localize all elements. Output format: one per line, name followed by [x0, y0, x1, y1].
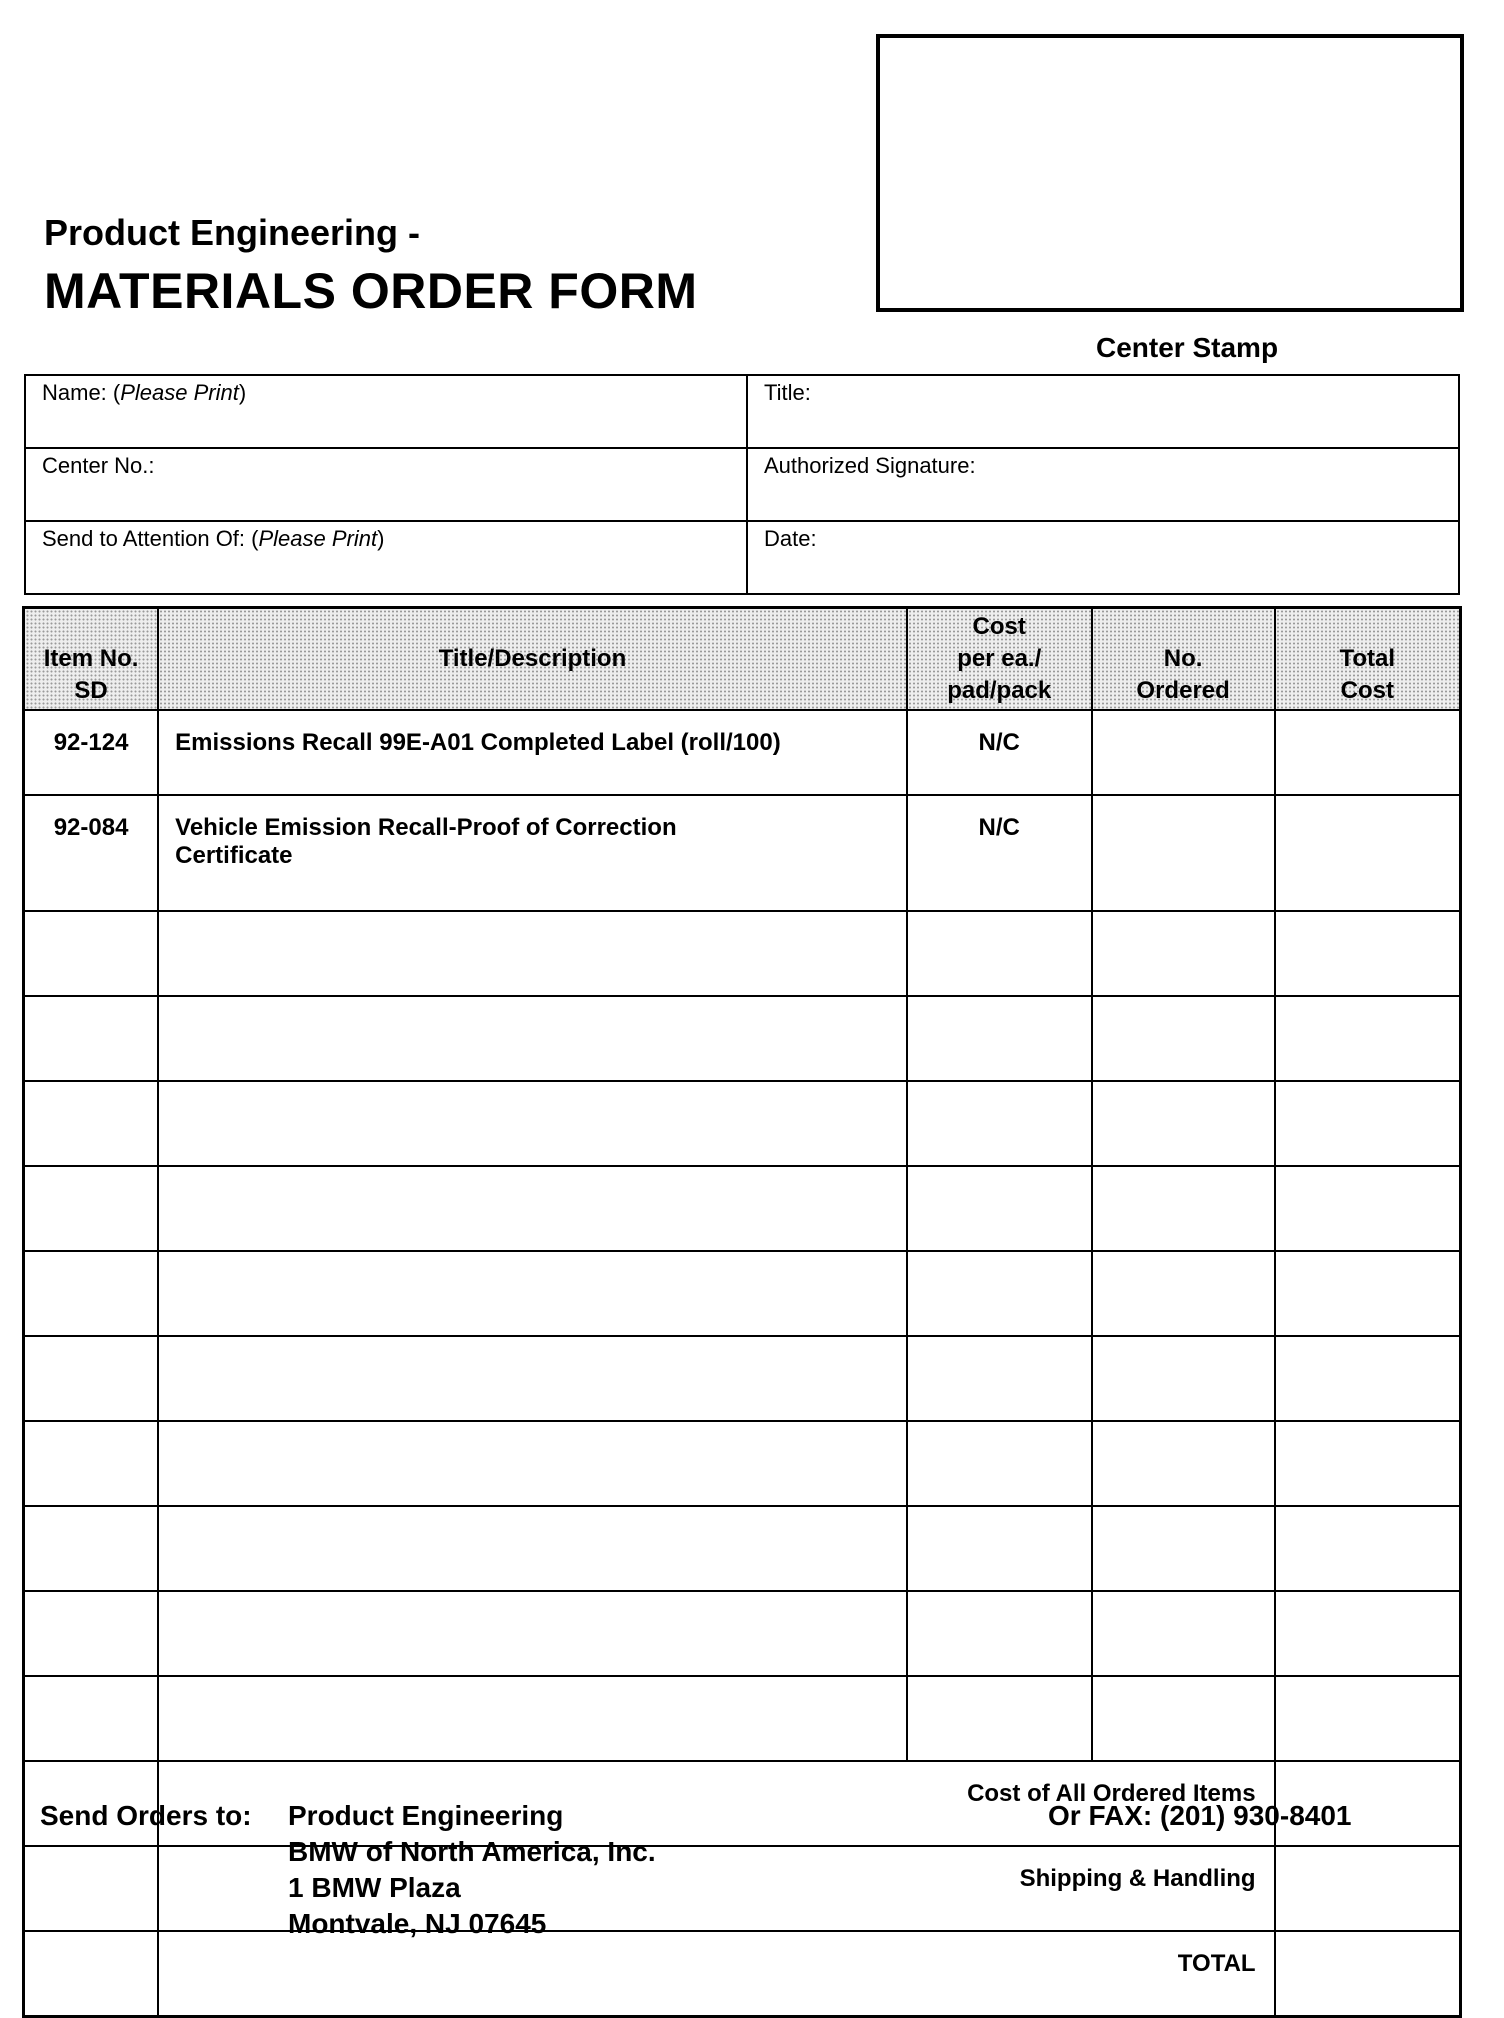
total-cost-field[interactable] — [1275, 1251, 1461, 1336]
item-description: Emissions Recall 99E-A01 Completed Label (roll/100) — [158, 710, 907, 795]
item-number-field[interactable] — [24, 1591, 159, 1676]
quantity-ordered-field[interactable] — [1092, 1251, 1275, 1336]
total-cost-field[interactable] — [1275, 1591, 1461, 1676]
signature-label: Authorized Signature: — [764, 453, 976, 478]
quantity-ordered-field[interactable] — [1092, 996, 1275, 1081]
name-field[interactable] — [25, 375, 747, 448]
blank-order-row — [24, 996, 1461, 1081]
description-field[interactable] — [158, 996, 907, 1081]
item-description: Vehicle Emission Recall-Proof of Correction Certificate — [158, 795, 907, 911]
form-subtitle: Product Engineering - — [44, 212, 421, 253]
item-number-field[interactable] — [24, 1081, 159, 1166]
blank-order-row — [24, 1421, 1461, 1506]
quantity-ordered-field[interactable] — [1092, 1506, 1275, 1591]
send-orders-label: Send Orders to: — [40, 1800, 252, 1831]
item-number: 92-084 — [24, 795, 159, 911]
total-label: TOTAL — [158, 1931, 1274, 2017]
cost-field[interactable] — [907, 1166, 1092, 1251]
cost-field[interactable] — [907, 1591, 1092, 1676]
blank-order-row — [24, 1081, 1461, 1166]
cost-field[interactable] — [907, 1336, 1092, 1421]
quantity-ordered-field[interactable] — [1092, 795, 1275, 911]
fax-number: Or FAX: (201) 930-8401 — [1048, 1800, 1352, 1831]
title-field[interactable] — [747, 375, 1459, 448]
cost-field[interactable] — [907, 1506, 1092, 1591]
blank-order-row — [24, 911, 1461, 996]
total-cost-field[interactable] — [1275, 795, 1461, 911]
shipping-label: Shipping & Handling — [158, 1846, 1274, 1931]
item-number-field[interactable] — [24, 1506, 159, 1591]
item-cost: N/C — [907, 795, 1092, 911]
summary-row-total — [24, 1931, 1461, 2017]
cost-field[interactable] — [907, 911, 1092, 996]
total-cost-field[interactable] — [1275, 996, 1461, 1081]
quantity-ordered-field[interactable] — [1092, 1421, 1275, 1506]
center-stamp-box — [876, 34, 1464, 312]
quantity-ordered-field[interactable] — [1092, 1081, 1275, 1166]
total-cost-field[interactable] — [1275, 1676, 1461, 1761]
cost-field[interactable] — [907, 1421, 1092, 1506]
summary-blank-cell — [24, 1846, 159, 1931]
address-line: Product Engineering — [288, 1800, 564, 1831]
cost-all-label: Cost of All Ordered Items — [158, 1761, 1274, 1846]
attention-close: ) — [377, 526, 385, 551]
attention-hint: Please Print — [258, 526, 378, 551]
quantity-ordered-field[interactable] — [1092, 911, 1275, 996]
description-field[interactable] — [158, 1676, 907, 1761]
quantity-ordered-field[interactable] — [1092, 1676, 1275, 1761]
description-field[interactable] — [158, 1506, 907, 1591]
blank-order-row — [24, 1336, 1461, 1421]
quantity-ordered-field[interactable] — [1092, 1591, 1275, 1676]
table-row — [24, 710, 1461, 795]
header-description: Title/Description — [158, 608, 907, 711]
description-field[interactable] — [158, 1251, 907, 1336]
mailing-address — [288, 1798, 656, 1942]
total-cost-field[interactable] — [1275, 1421, 1461, 1506]
description-field[interactable] — [158, 911, 907, 996]
header-total: Total Cost — [1275, 608, 1461, 711]
item-number-field[interactable] — [24, 911, 159, 996]
address-line: Montvale, NJ 07645 — [288, 1908, 547, 1939]
address-line: 1 BMW Plaza — [288, 1872, 461, 1903]
cost-field[interactable] — [907, 1251, 1092, 1336]
grand-total-field[interactable] — [1275, 1931, 1461, 2017]
attention-label: Send to Attention Of: ( — [42, 526, 259, 551]
item-number-field[interactable] — [24, 1166, 159, 1251]
blank-order-row — [24, 1166, 1461, 1251]
item-number: 92-124 — [24, 710, 159, 795]
name-hint: Please Print — [120, 380, 239, 405]
total-cost-field[interactable] — [1275, 1336, 1461, 1421]
total-cost-field[interactable] — [1275, 1166, 1461, 1251]
blank-order-row — [24, 1251, 1461, 1336]
blank-order-row — [24, 1506, 1461, 1591]
header-item-no: Item No. SD — [24, 608, 159, 711]
item-number-field[interactable] — [24, 1421, 159, 1506]
title-label: Title: — [764, 380, 811, 405]
summary-row-shipping — [24, 1846, 1461, 1931]
item-number-field[interactable] — [24, 1336, 159, 1421]
description-field[interactable] — [158, 1081, 907, 1166]
center-no-label: Center No.: — [42, 453, 155, 478]
item-cost: N/C — [907, 710, 1092, 795]
cost-field[interactable] — [907, 996, 1092, 1081]
address-line: BMW of North America, Inc. — [288, 1836, 656, 1867]
signature-field[interactable] — [747, 448, 1459, 521]
form-title: MATERIALS ORDER FORM — [44, 263, 698, 319]
cost-field[interactable] — [907, 1676, 1092, 1761]
header-ordered: No. Ordered — [1092, 608, 1275, 711]
description-field[interactable] — [158, 1166, 907, 1251]
blank-order-row — [24, 1676, 1461, 1761]
quantity-ordered-field[interactable] — [1092, 1336, 1275, 1421]
contact-info-table — [24, 374, 1460, 595]
total-cost-field[interactable] — [1275, 1506, 1461, 1591]
description-field[interactable] — [158, 1421, 907, 1506]
order-header-row — [24, 608, 1461, 711]
total-cost-field[interactable] — [1275, 911, 1461, 996]
date-label: Date: — [764, 526, 817, 551]
quantity-ordered-field[interactable] — [1092, 710, 1275, 795]
total-cost-field[interactable] — [1275, 1081, 1461, 1166]
cost-field[interactable] — [907, 1081, 1092, 1166]
item-number-field[interactable] — [24, 1251, 159, 1336]
center-no-field[interactable] — [25, 448, 747, 521]
center-stamp-label: Center Stamp — [1096, 332, 1279, 363]
date-field[interactable] — [747, 521, 1459, 594]
blank-order-row — [24, 1591, 1461, 1676]
description-field[interactable] — [158, 1591, 907, 1676]
item-number-field[interactable] — [24, 996, 159, 1081]
description-field[interactable] — [158, 1336, 907, 1421]
table-row — [24, 795, 1461, 911]
shipping-field[interactable] — [1275, 1846, 1461, 1931]
header-cost: Cost per ea./ pad/pack — [907, 608, 1092, 711]
name-label: Name: ( — [42, 380, 121, 405]
summary-blank-cell — [24, 1931, 159, 2017]
name-close: ) — [238, 380, 247, 405]
attention-field[interactable] — [25, 521, 747, 594]
item-number-field[interactable] — [24, 1676, 159, 1761]
quantity-ordered-field[interactable] — [1092, 1166, 1275, 1251]
total-cost-field[interactable] — [1275, 710, 1461, 795]
